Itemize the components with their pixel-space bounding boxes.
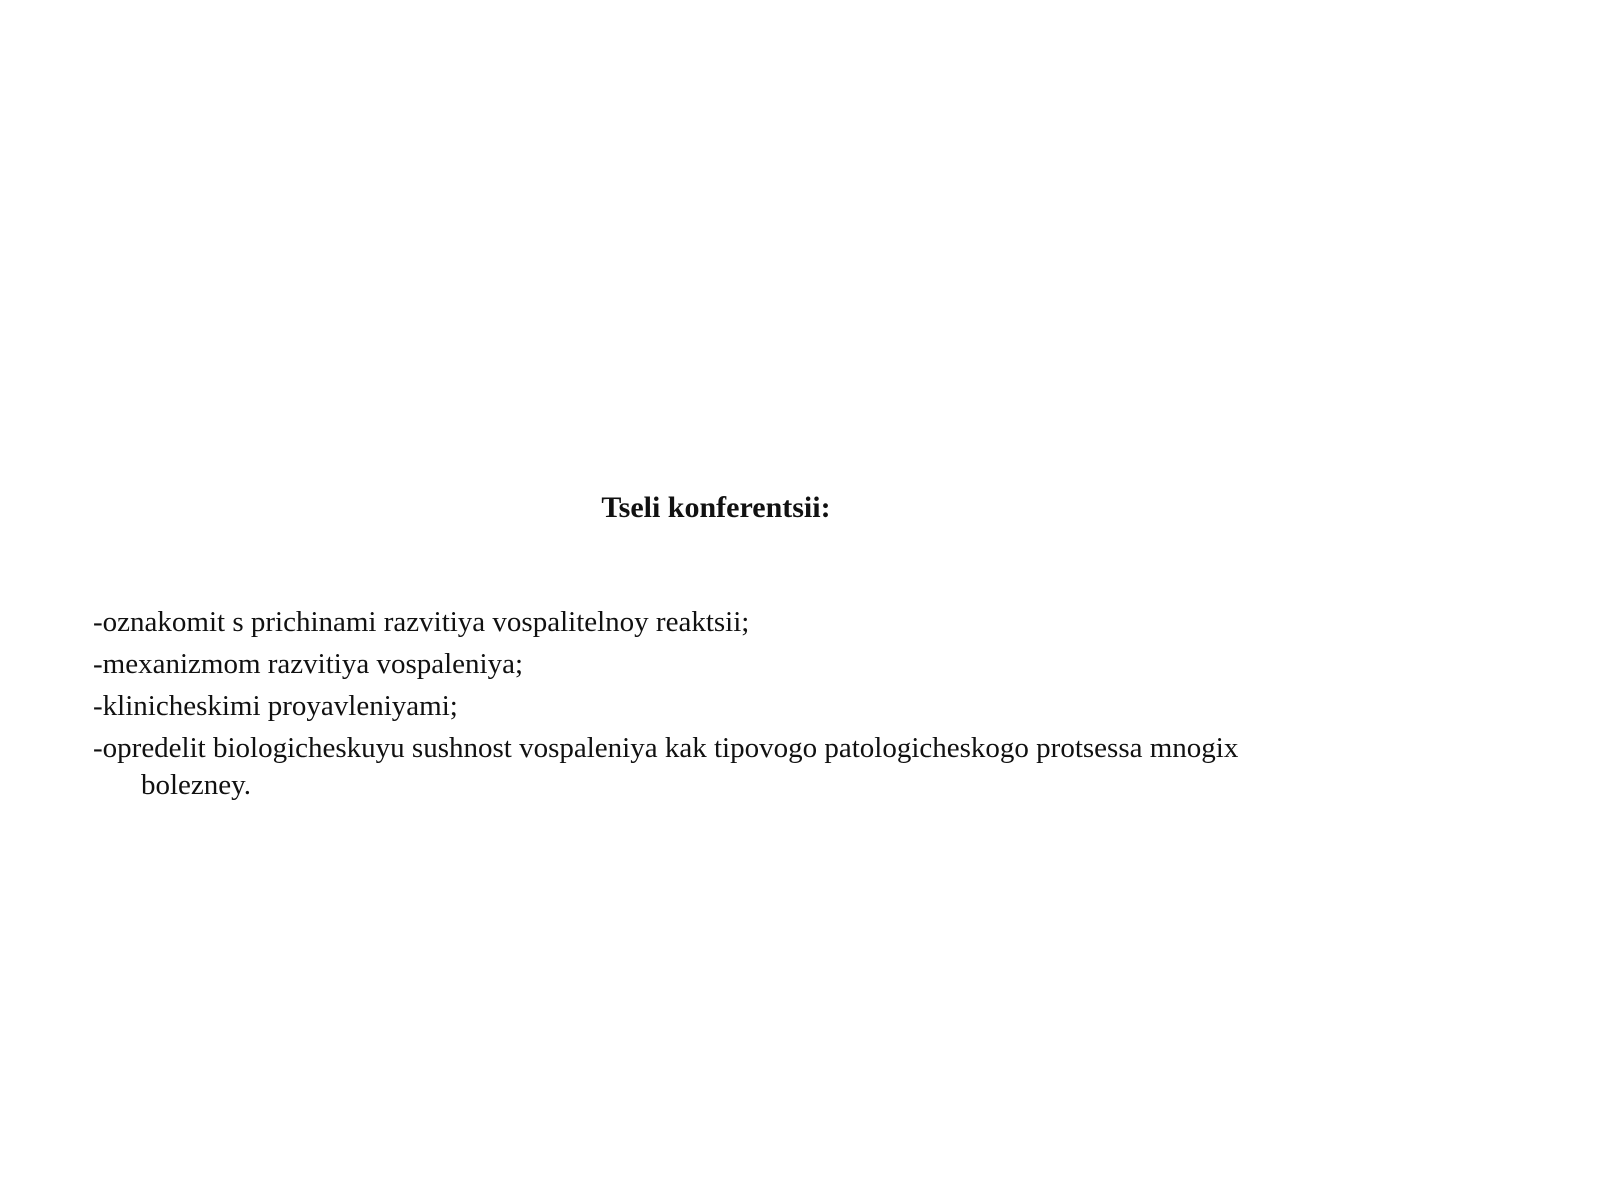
- goals-list: [93, 604, 1333, 809]
- list-item: -oznakomit s prichinami razvitiya vospalitelnoy reaktsii;: [93, 606, 750, 638]
- slide-title: Tseli konferentsii:: [601, 491, 831, 524]
- list-item: -mexanizmom razvitiya vospaleniya;: [93, 648, 524, 680]
- list-item: -klinicheskimi proyavleniyami;: [93, 690, 458, 722]
- list-item: -opredelit biologicheskuyu sushnost vospaleniya kak tipovogo patologicheskogo protsessa mnogix bolezney.: [93, 732, 1239, 801]
